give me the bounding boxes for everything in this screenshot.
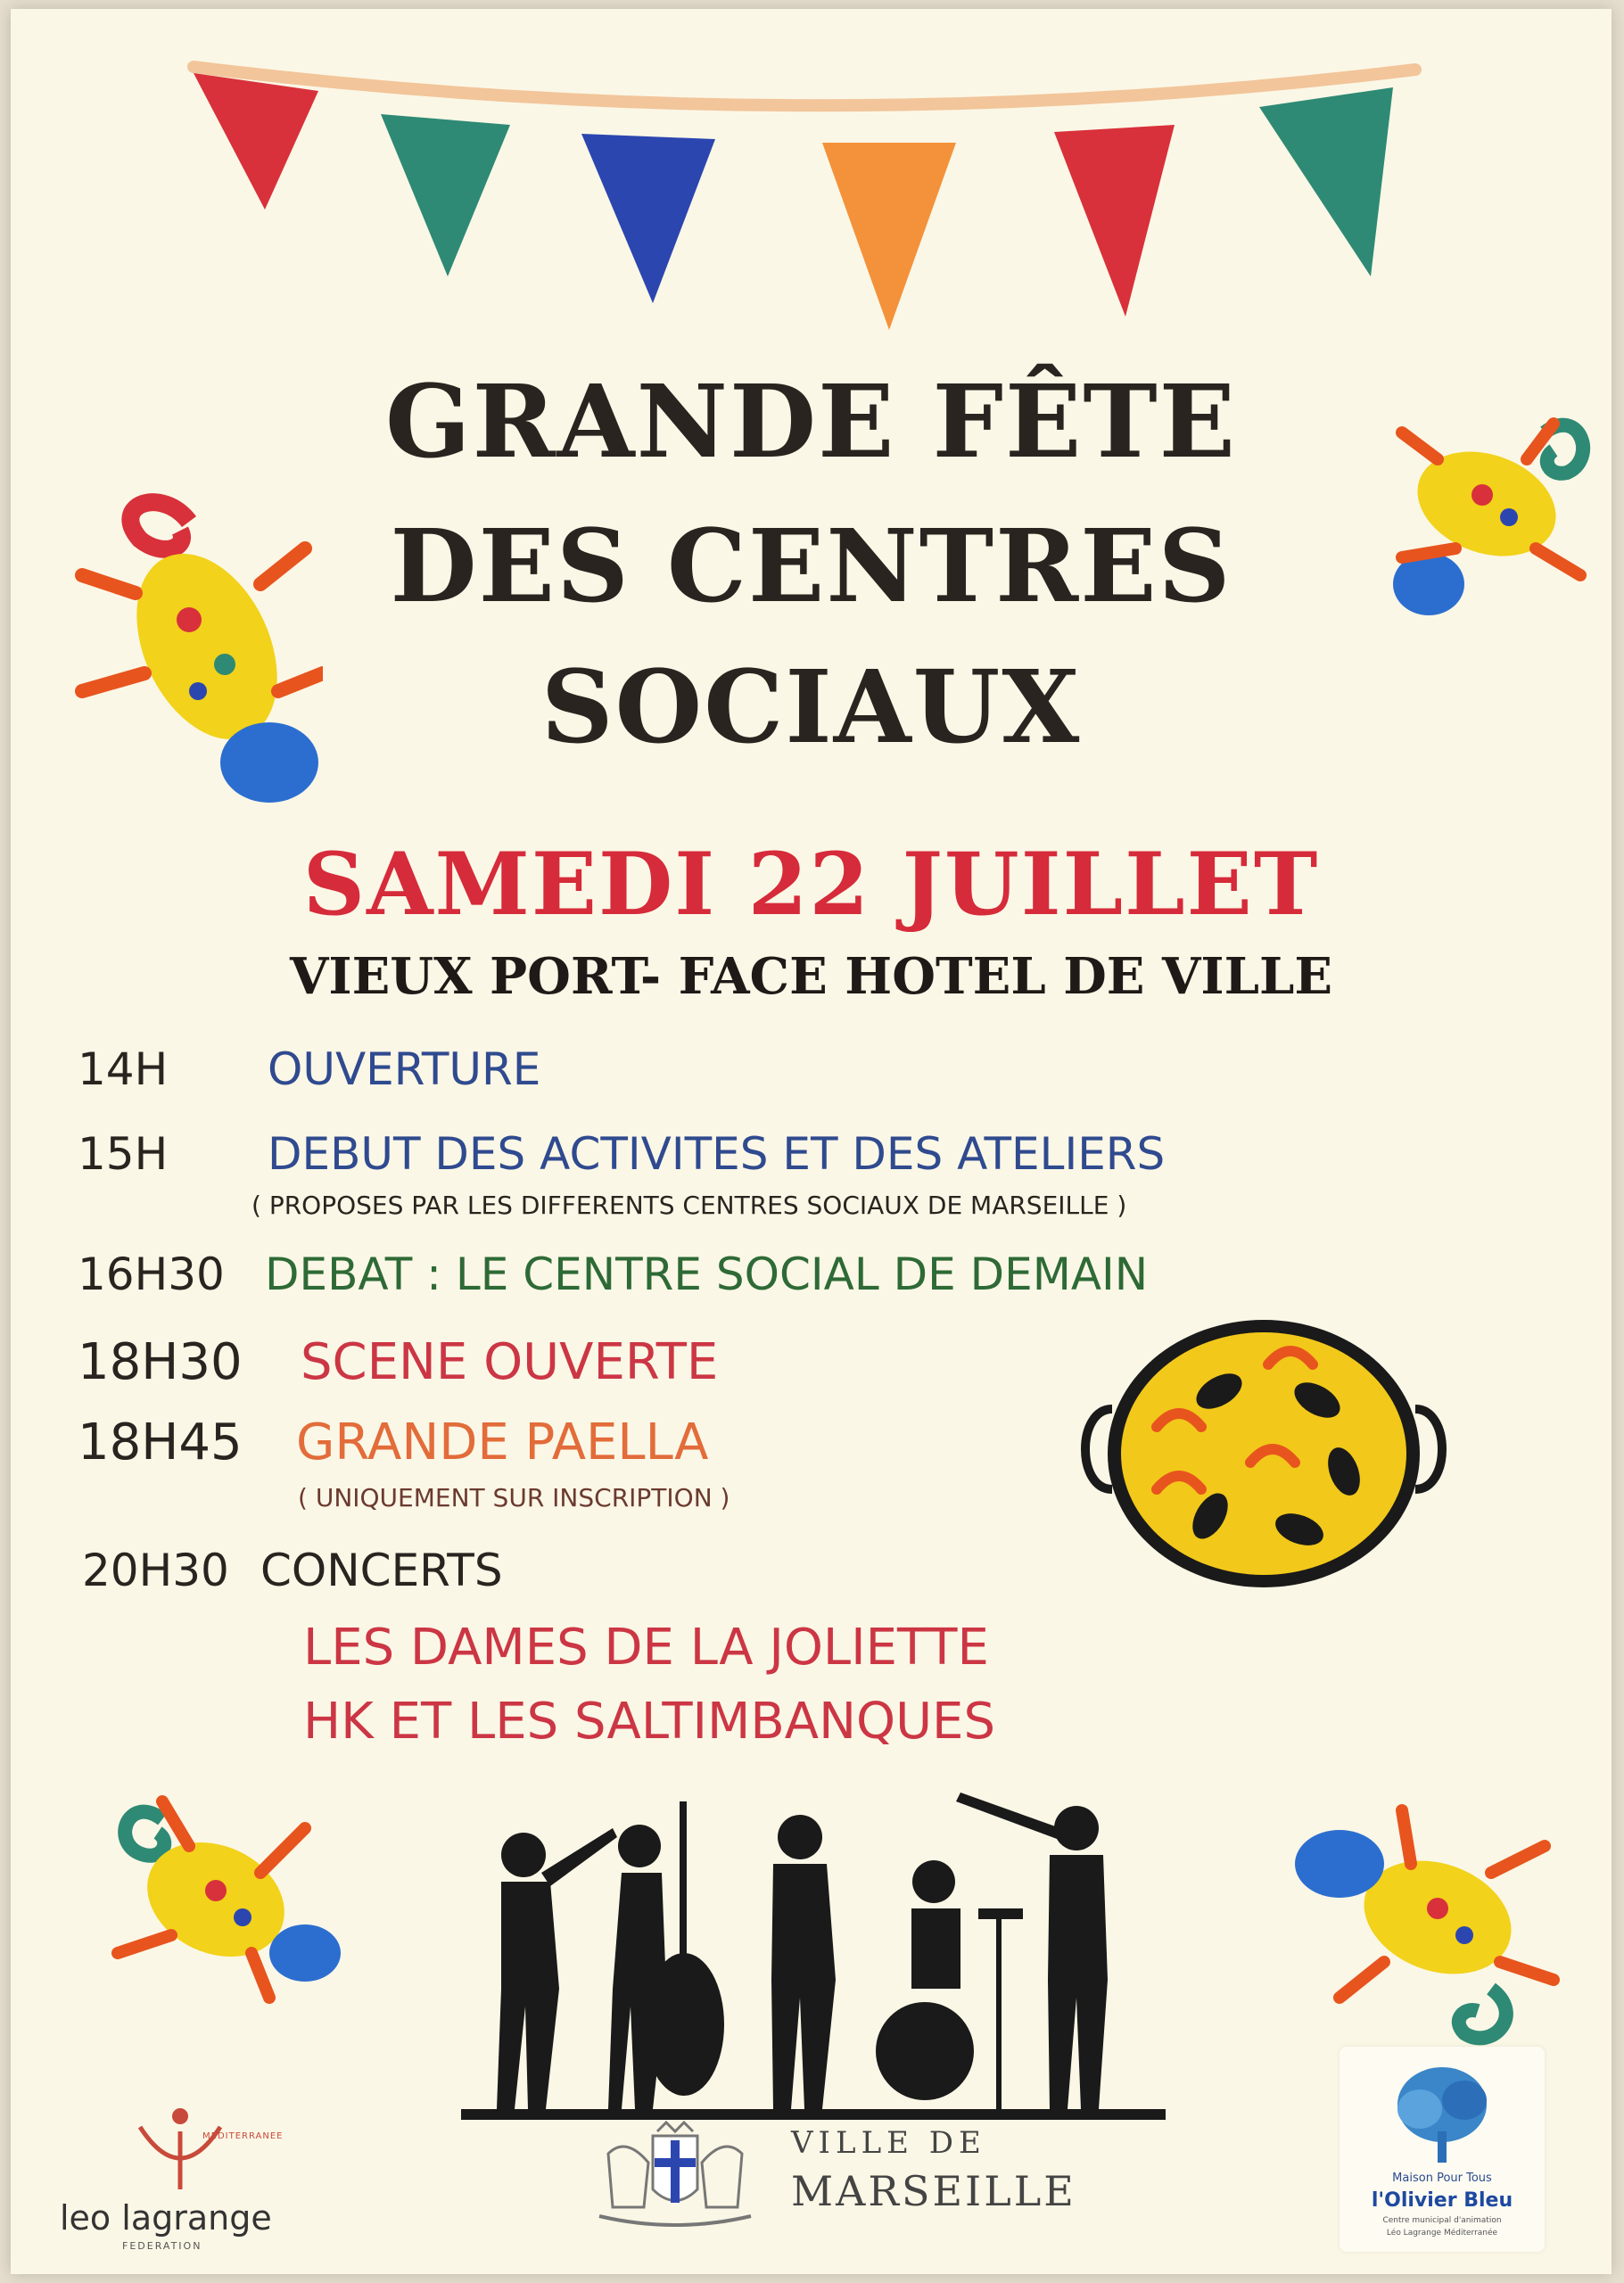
marseille-coat-of-arms-icon bbox=[581, 2118, 769, 2234]
schedule-time: 20H30 bbox=[82, 1545, 229, 1596]
schedule-label: SCENE OUVERTE bbox=[301, 1333, 719, 1391]
concert-act: LES DAMES DE LA JOLIETTE bbox=[303, 1619, 989, 1677]
schedule-label: CONCERTS bbox=[260, 1545, 503, 1596]
event-poster bbox=[11, 9, 1612, 2274]
gecko-bottom-left-icon bbox=[100, 1775, 350, 2007]
olive-tree-icon bbox=[1340, 2047, 1545, 2172]
leo-lagrange-sub: FEDERATION bbox=[122, 2240, 202, 2252]
event-date: SAMEDI 22 JUILLET bbox=[302, 834, 1320, 935]
schedule-label: GRANDE PAELLA bbox=[296, 1413, 709, 1471]
flag-teal-icon bbox=[381, 114, 510, 276]
band-silhouette-icon bbox=[461, 1784, 1166, 2122]
leo-lagrange-emblem-icon bbox=[113, 2100, 247, 2198]
schedule-time: 18H45 bbox=[78, 1413, 243, 1471]
schedule-label: DEBUT DES ACTIVITES ET DES ATELIERS bbox=[268, 1128, 1166, 1180]
schedule-time: 15H bbox=[78, 1128, 169, 1180]
schedule-time: 18H30 bbox=[78, 1333, 243, 1391]
flag-red2-icon bbox=[1054, 125, 1175, 317]
schedule-note: ( PROPOSES PAR LES DIFFERENTS CENTRES SOCIAUX DE MARSEILLE ) bbox=[251, 1191, 1127, 1220]
olivier-line-1: Maison Pour Tous bbox=[1392, 2172, 1492, 2185]
olivier-line-3: Centre municipal d'animation bbox=[1382, 2216, 1502, 2225]
schedule-note: ( UNIQUEMENT SUR INSCRIPTION ) bbox=[298, 1483, 730, 1512]
bunting-flags bbox=[11, 9, 1612, 383]
flag-orange-icon bbox=[822, 143, 956, 330]
olivier-line-4: Léo Lagrange Méditerranée bbox=[1386, 2229, 1498, 2238]
flag-red-icon bbox=[194, 73, 318, 210]
schedule-label: OUVERTURE bbox=[268, 1043, 541, 1095]
schedule-label: DEBAT : LE CENTRE SOCIAL DE DEMAIN bbox=[265, 1249, 1149, 1300]
paella-pan-icon bbox=[1076, 1311, 1451, 1596]
schedule-time: 14H bbox=[78, 1043, 169, 1095]
concert-act: HK ET LES SALTIMBANQUES bbox=[303, 1693, 995, 1751]
olivier-bleu-logo bbox=[1340, 2047, 1545, 2252]
title-line-2: DES CENTRES bbox=[390, 508, 1232, 625]
marseille-line-1: VILLE DE bbox=[791, 2125, 986, 2161]
olivier-line-2: l'Olivier Bleu bbox=[1371, 2189, 1513, 2212]
gecko-bottom-right-icon bbox=[1286, 1793, 1562, 2051]
leo-lagrange-logo bbox=[60, 2100, 301, 2252]
schedule-time: 16H30 bbox=[78, 1249, 225, 1300]
ville-de-marseille-logo bbox=[581, 2118, 1076, 2252]
leo-lagrange-region: MEDITERRANEE bbox=[202, 2131, 284, 2141]
flag-blue-icon bbox=[581, 134, 715, 303]
marseille-line-2: MARSEILLE bbox=[791, 2167, 1076, 2215]
title-line-3: SOCIAUX bbox=[540, 649, 1082, 766]
flag-green-icon bbox=[1259, 87, 1393, 276]
leo-lagrange-name: leo lagrange bbox=[60, 2198, 272, 2238]
title-line-1: GRANDE FÊTE bbox=[384, 364, 1238, 481]
event-location: VIEUX PORT- FACE HOTEL DE VILLE bbox=[289, 947, 1333, 1006]
